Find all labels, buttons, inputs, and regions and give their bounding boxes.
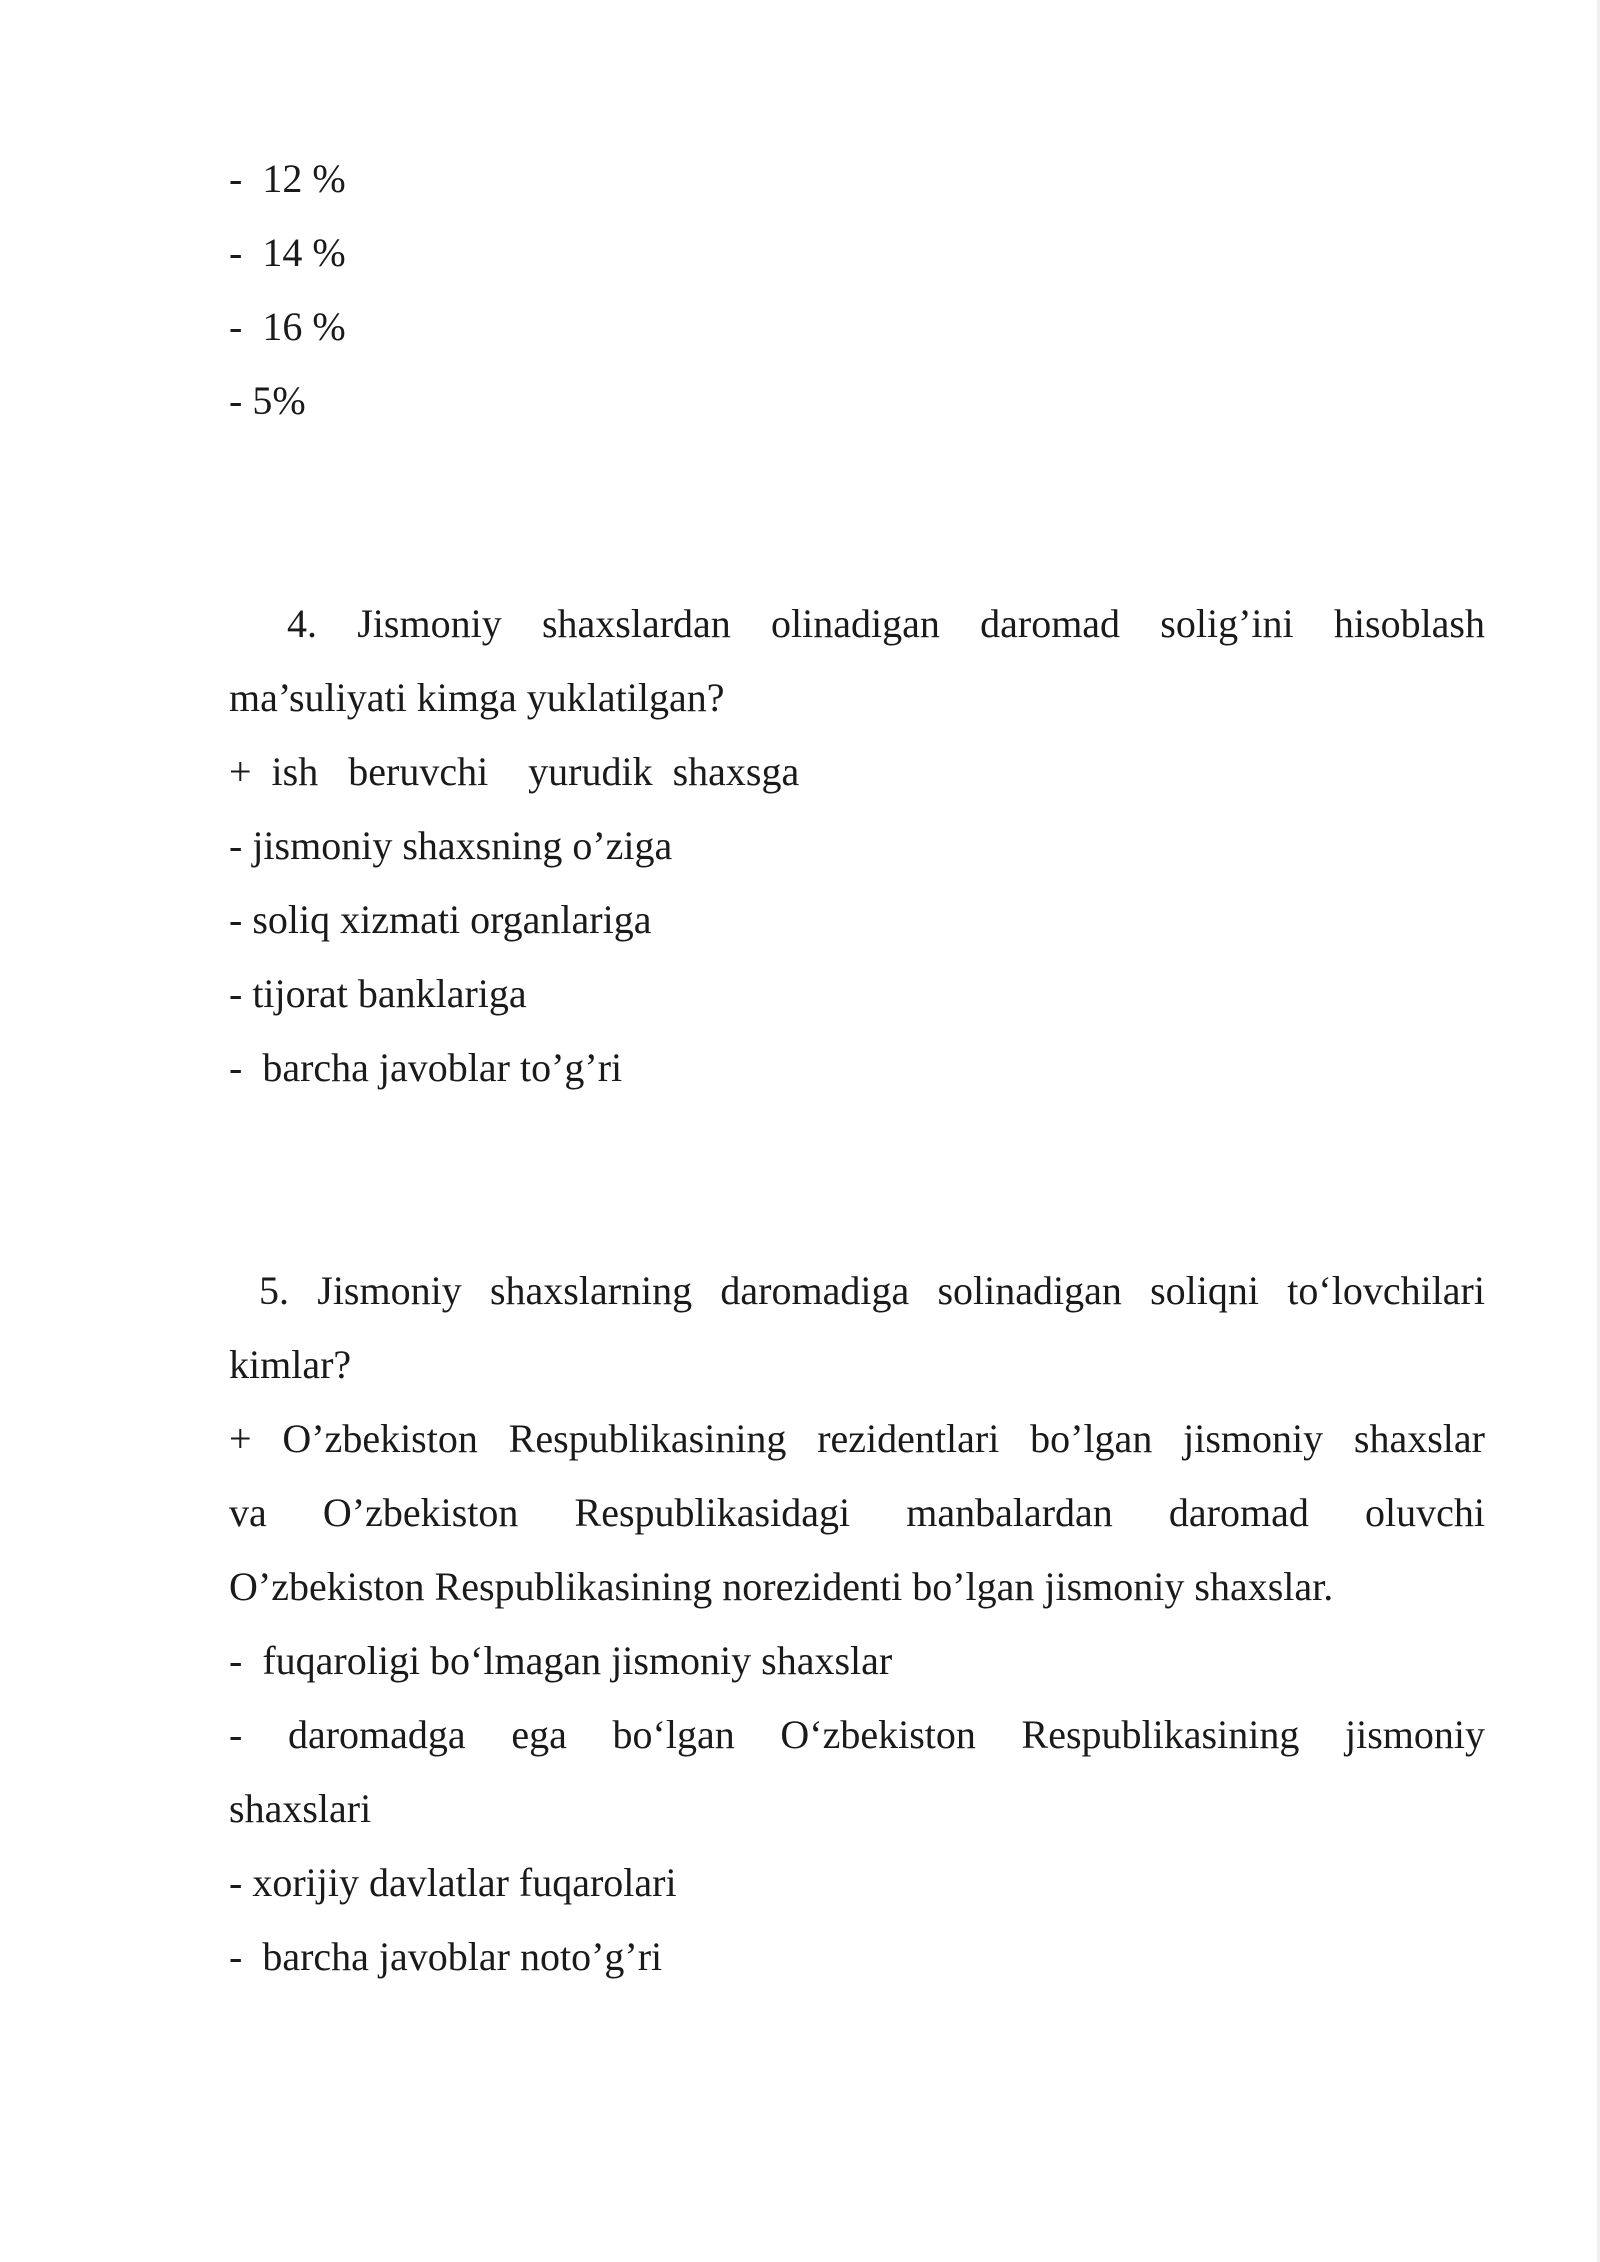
q5-question-line-1: 5. Jismoniy shaxslarning daromadiga solinadigan soliqni to‘lovchilari <box>259 1268 1485 1313</box>
q4-option-correct: + ish beruvchi yurudik shaxsga <box>229 749 800 794</box>
q4-option-2: - jismoniy shaxsning o’ziga <box>229 823 673 868</box>
q5-option-2: - fuqaroligi bo‘lmagan jismoniy shaxslar <box>229 1638 893 1683</box>
q4-option-4: - tijorat banklariga <box>229 971 527 1016</box>
q5-option-correct-line-1: + O’zbekiston Respublikasining rezidentlari bo’lgan jismoniy shaxslar <box>229 1416 1485 1461</box>
q4-option-5: - barcha javoblar to’g’ri <box>229 1045 623 1090</box>
q5-option-3-line-2: shaxslari <box>229 1786 372 1831</box>
q5-option-3-line-1: - daromadga ega bo‘lgan O‘zbekiston Respublikasining jismoniy <box>229 1712 1485 1757</box>
q3-option-4: - 5% <box>229 378 306 423</box>
q3-option-1: - 12 % <box>229 156 346 201</box>
q4-question-line-2: ma’suliyati kimga yuklatilgan? <box>229 675 725 720</box>
q5-option-correct-line-2: va O’zbekiston Respublikasidagi manbalardan daromad oluvchi <box>229 1490 1485 1535</box>
q5-option-5: - barcha javoblar noto’g’ri <box>229 1934 663 1979</box>
q5-option-correct-line-3: O’zbekiston Respublikasining norezidenti bo’lgan jismoniy shaxslar. <box>229 1564 1334 1609</box>
q3-option-3: - 16 % <box>229 304 346 349</box>
q3-option-2: - 14 % <box>229 230 346 275</box>
q4-question-line-1: 4. Jismoniy shaxslardan olinadigan daromad solig’ini hisoblash <box>287 601 1485 646</box>
q5-question-line-2: kimlar? <box>229 1342 352 1387</box>
q4-option-3: - soliq xizmati organlariga <box>229 897 652 942</box>
q5-option-4: - xorijiy davlatlar fuqarolari <box>229 1860 677 1905</box>
